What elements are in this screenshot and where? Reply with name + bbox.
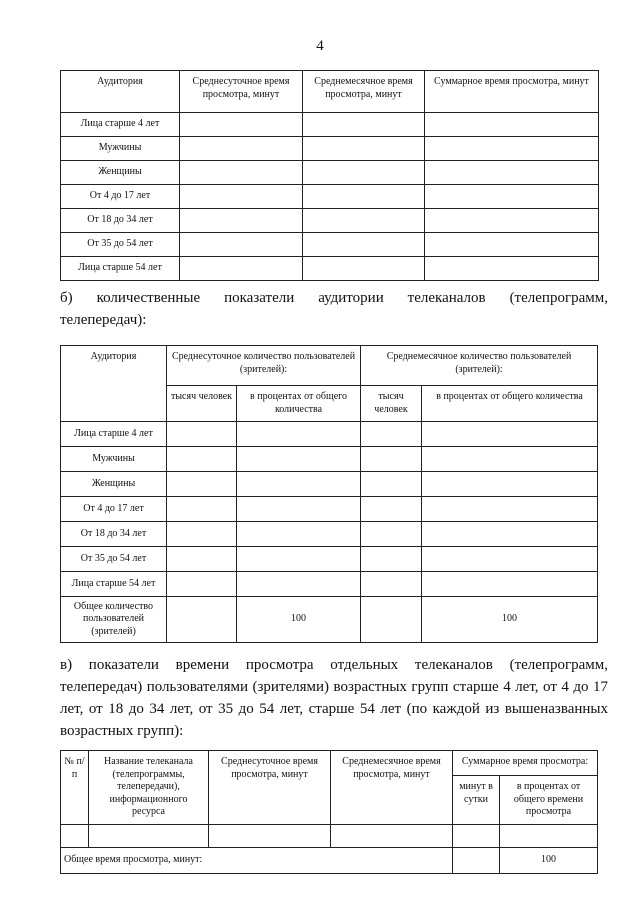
paragraph-line: телепередач) пользователями (зрителями) возрастных групп старше 4 лет, от 4 до 17 [60, 679, 608, 695]
subheader-percent-daily: в процентах от общего количества [237, 386, 361, 422]
table-row [61, 572, 598, 597]
header-daily-count: Среднесуточное количество пользователей (зрителей): [167, 346, 361, 386]
header-audience: Аудитория [61, 346, 167, 422]
cell [237, 522, 361, 547]
row-label: Мужчины [61, 137, 180, 161]
cell [453, 825, 500, 848]
paragraph-line: в) показатели времени просмотра отдельных телеканалов (телепрограмм, [60, 657, 608, 673]
cell [425, 185, 599, 209]
cell [422, 572, 598, 597]
table-row [61, 547, 598, 572]
row-label: От 18 до 34 лет [61, 522, 167, 547]
cell [303, 137, 425, 161]
cell [361, 572, 422, 597]
cell [180, 209, 303, 233]
cell [237, 422, 361, 447]
total-label: Общее количество пользователей (зрителей) [61, 597, 167, 643]
row-label: Женщины [61, 472, 167, 497]
cell [453, 848, 500, 874]
cell [303, 113, 425, 137]
total-percent: 100 [500, 848, 598, 874]
cell [167, 522, 237, 547]
row-label: Лица старше 4 лет [61, 113, 180, 137]
table-row [61, 137, 599, 161]
cell [422, 522, 598, 547]
table-row [61, 185, 599, 209]
cell [361, 472, 422, 497]
cell [180, 257, 303, 281]
cell [303, 233, 425, 257]
cell [361, 497, 422, 522]
cell [422, 447, 598, 472]
cell [61, 825, 89, 848]
cell [180, 137, 303, 161]
paragraph-b [60, 287, 608, 331]
cell [361, 447, 422, 472]
cell [361, 547, 422, 572]
channel-viewing-table [60, 750, 598, 874]
cell [422, 422, 598, 447]
header-number: № п/п [61, 751, 89, 825]
cell [180, 185, 303, 209]
cell [425, 113, 599, 137]
cell [425, 137, 599, 161]
cell [89, 825, 209, 848]
table-row [61, 113, 599, 137]
row-label: От 4 до 17 лет [61, 185, 180, 209]
paragraph-line: возрастных групп): [60, 723, 184, 739]
cell [331, 825, 453, 848]
viewing-time-table [60, 70, 599, 281]
cell [237, 547, 361, 572]
cell [237, 572, 361, 597]
cell [422, 497, 598, 522]
row-label: От 4 до 17 лет [61, 497, 167, 522]
cell [167, 597, 237, 643]
cell [303, 209, 425, 233]
cell [237, 472, 361, 497]
total-daily-percent: 100 [237, 597, 361, 643]
header-monthly-count: Среднемесячное количество пользователей (зрителей): [361, 346, 598, 386]
cell [167, 547, 237, 572]
total-label: Общее время просмотра, минут: [61, 848, 453, 874]
cell [167, 422, 237, 447]
cell [500, 825, 598, 848]
subheader-thousand-daily: тысяч человек [167, 386, 237, 422]
paragraph-line: телепередач): [60, 312, 147, 328]
header-monthly-time: Среднемесячное время просмотра, минут [303, 71, 425, 113]
table-row [61, 522, 598, 547]
subheader-thousand-monthly: тысяч человек [361, 386, 422, 422]
table-row [61, 825, 598, 848]
table-header-row [61, 346, 598, 386]
cell [361, 597, 422, 643]
audience-count-table [60, 345, 598, 643]
cell [180, 161, 303, 185]
table-row [61, 233, 599, 257]
row-label: Женщины [61, 161, 180, 185]
header-total-time: Суммарное время просмотра, минут [425, 71, 599, 113]
total-monthly-percent: 100 [422, 597, 598, 643]
table-row [61, 161, 599, 185]
cell [425, 257, 599, 281]
row-label: От 35 до 54 лет [61, 233, 180, 257]
table-header-row [61, 71, 599, 113]
subheader-percent-total: в процентах от общего времени просмотра [500, 776, 598, 825]
header-total-time: Суммарное время просмотра: [453, 751, 598, 776]
page-number: 4 [316, 38, 324, 54]
header-daily-time: Среднесуточное время просмотра, минут [209, 751, 331, 825]
cell [167, 447, 237, 472]
table-row [61, 257, 599, 281]
table-row [61, 472, 598, 497]
cell [237, 447, 361, 472]
header-monthly-time: Среднемесячное время просмотра, минут [331, 751, 453, 825]
paragraph-line: лет, от 18 до 34 лет, от 35 до 54 лет, старше 54 лет (по каждой из вышеназванных [60, 701, 608, 717]
table-row [61, 497, 598, 522]
cell [237, 497, 361, 522]
row-label: Мужчины [61, 447, 167, 472]
table-row [61, 209, 599, 233]
cell [425, 161, 599, 185]
cell [303, 257, 425, 281]
table-total-row [61, 597, 598, 643]
cell [180, 113, 303, 137]
table-row [61, 422, 598, 447]
cell [422, 472, 598, 497]
row-label: Лица старше 54 лет [61, 572, 167, 597]
header-daily-time: Среднесуточное время просмотра, минут [180, 71, 303, 113]
table-total-row [61, 848, 598, 874]
table-header-row [61, 751, 598, 776]
cell [361, 422, 422, 447]
paragraph-v [60, 654, 608, 742]
cell [361, 522, 422, 547]
cell [167, 572, 237, 597]
cell [303, 161, 425, 185]
cell [180, 233, 303, 257]
cell [425, 209, 599, 233]
row-label: От 35 до 54 лет [61, 547, 167, 572]
subheader-minutes-per-day: минут в сутки [453, 776, 500, 825]
cell [425, 233, 599, 257]
row-label: Лица старше 4 лет [61, 422, 167, 447]
cell [303, 185, 425, 209]
cell [209, 825, 331, 848]
row-label: Лица старше 54 лет [61, 257, 180, 281]
cell [167, 497, 237, 522]
table-row [61, 447, 598, 472]
subheader-percent-monthly: в процентах от общего количества [422, 386, 598, 422]
cell [167, 472, 237, 497]
cell [422, 547, 598, 572]
header-audience: Аудитория [61, 71, 180, 113]
paragraph-line: б) количественные показатели аудитории телеканалов (телепрограмм, [60, 290, 608, 306]
header-channel-name: Название телеканала (телепрограммы, телепередачи), информационного ресурса [89, 751, 209, 825]
row-label: От 18 до 34 лет [61, 209, 180, 233]
